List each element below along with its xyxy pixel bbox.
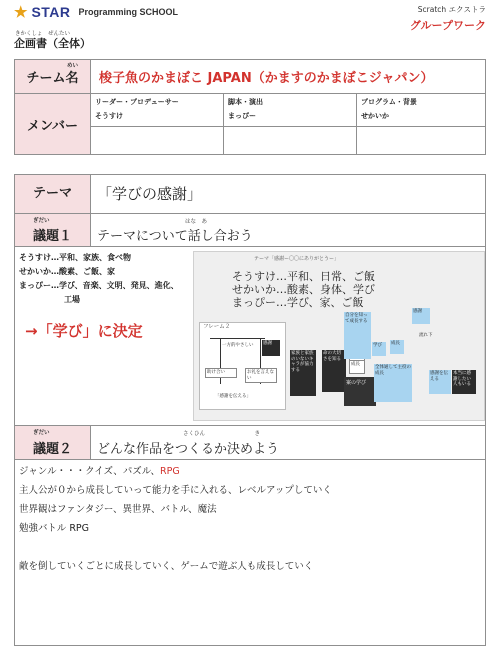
frame-label: フレーム２ [203,324,231,330]
content-line: 主人公が０から成長していって能力を手に入れる、レベルアップしていく [19,485,332,496]
note-line: せかいか…酸素、ご飯、家 [19,267,115,276]
course-label: Scratch エクストラ [417,5,486,14]
team-name-label: チーム名 [26,71,79,86]
genre-line [19,462,479,481]
board-sticky: 感謝 [412,308,430,324]
note-line: 工場 [64,295,80,304]
role-member-name: まっぴー [228,112,256,120]
team-name-value: 梭子魚のかまぼこ JAPAN（かますのかまぼこジャパン） [91,60,486,94]
topic1-notes [19,251,199,307]
role-title: 脚本・演出 [228,98,263,106]
board-line: せかいか…酸素、身体、学び [232,283,375,296]
member-role-leader [91,94,224,127]
diagram-label: 一方的やさしい [222,343,254,348]
board-sticky: 家族と家族のいないキャラが協力する [290,350,316,396]
team-table [14,59,486,155]
topic2-content [19,462,479,576]
plan-title-ruby: きかくしょ ぜんたい [15,31,71,37]
board-frame [199,322,286,410]
topic1-label: 議題１ [32,229,72,244]
board-lines [232,270,375,309]
member-extra-cell [91,127,224,155]
group-work-label: グループワーク [409,19,486,32]
genre-rpg: RPG [160,466,180,477]
theme-label: テーマ [15,175,91,213]
role-title: プログラム・背景 [361,98,417,106]
board-sticky: 自分を知って成長する [344,312,371,359]
board-line: そうすけ…平和、日常、ご飯 [232,270,375,283]
logo-main: STAR [31,4,71,20]
topic1-decision: →「学び」に決定 [25,322,143,340]
topic2-ruby: ぎだい [33,430,50,436]
star-icon: ★ [14,4,28,21]
topic2-label: 議題２ [32,442,72,457]
topic1-text: テーマについて話し合おう [97,229,253,244]
star-logo [14,3,178,21]
content-line: 世界観はファンタジー、異世界、バトル、魔法 [19,504,217,515]
whiteboard-image [193,251,485,421]
team-label-ruby: めい [67,63,79,69]
topic2-label-cell [15,426,91,459]
plan-title: 企画書（全体） [14,37,91,50]
team-name-label-cell [15,60,91,94]
topic2-row [15,425,485,460]
member-role-script [224,94,357,127]
board-sticky: 感謝 [262,340,280,356]
note-line: そうすけ…平和、家族、食べ物 [19,253,131,262]
content-line: 敵を倒していくごとに成長していく、ゲームで遊ぶ人も成長していく [19,561,314,572]
genre-prefix: ジャンル・・・クイズ、パズル、 [19,466,161,477]
member-extra-cell [224,127,357,155]
topic2-text-ruby: さくひん き [183,431,261,437]
topic2-text: どんな作品をつくるか決めよう [97,442,280,457]
topic1-row [15,214,485,247]
diagram-label: 「感謝を伝える」 [215,394,251,399]
topic1-ruby: ぎだい [33,218,50,224]
role-member-name: せかいか [361,112,389,120]
agenda-section [14,174,486,646]
note-line: まっぴー…学び、音楽、文明、発見、進化、 [19,281,179,290]
header-right [410,4,486,33]
member-role-program [357,94,486,127]
role-member-name: そうすけ [95,112,123,120]
board-sticky: 全体通して主役の成長 [374,364,412,402]
topic1-label-cell [15,214,91,246]
diagram-label: 助け合い [205,368,237,378]
board-sticky: 学び [372,342,386,356]
board-sticky: 感謝を伝える [429,370,451,394]
theme-value: 「学びの感謝」 [97,185,203,203]
member-extra-cell [357,127,486,155]
board-line: まっぴー…学び、家、ご飯 [232,296,364,309]
board-chip: 案の学び [344,377,376,406]
theme-row [15,175,485,214]
diagram-label: 流れ下 [419,333,433,338]
board-header: テーマ「感謝ー〇〇にありがとうー」 [254,256,340,262]
board-sticky: 本当に感謝したい人もいる [452,370,476,394]
members-label: メンバー [15,94,91,155]
board-sticky: 命の大切さを知る [322,350,346,392]
board-sticky: 成長 [349,360,365,374]
board-sticky: 成長 [390,340,404,354]
logo-sub: Programming SCHOOL [78,7,179,17]
content-line: 勉強バトル RPG [19,523,90,534]
role-title: リーダー・プロデューサー [95,98,179,106]
spacer [19,538,479,557]
topic1-text-ruby: はな あ [185,219,208,225]
diagram-line [210,338,265,339]
diagram-label: お礼を言えない [245,368,277,383]
